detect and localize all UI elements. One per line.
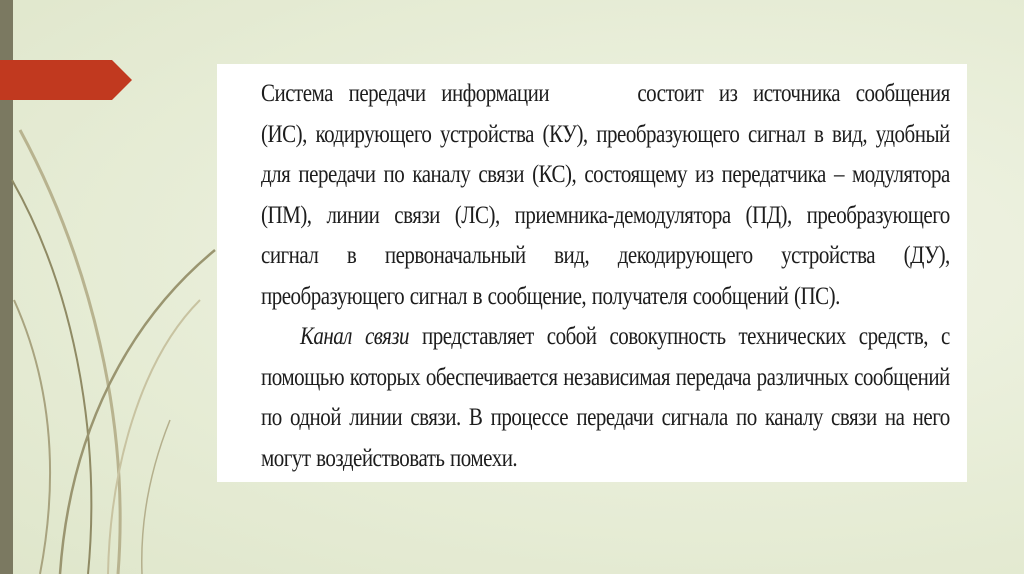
paragraph2-rest: представляет собой совокупность технических средств, с помощью которых обеспечивается независимая передача различных сообщений по одной линии связи. В процессе передачи сигнала по каналу связи на него могут воздействовать помехи.	[261, 323, 950, 472]
paragraph1-start: Система передачи информации	[261, 80, 550, 107]
text-content-card	[217, 64, 967, 482]
paragraph-system-description	[261, 74, 950, 317]
term-communication-channel: Канал связи	[299, 323, 410, 350]
paragraph-channel-definition	[261, 317, 950, 479]
paragraph1-rest: состоит из источника сообщения (ИС), кодирующего устройства (КУ), преобразующего сигнал в вид, удобный для передачи по каналу связи (КС), состоящему из передатчика – модулятора (ПМ), линии связи (ЛС), приемника-демодулятора (ПД), преобразующего сигнал в первоначальный вид, декодирующего устройства (ДУ), преобразующего сигнал в сообщение, получателя сообщений (ПС).	[261, 80, 950, 310]
